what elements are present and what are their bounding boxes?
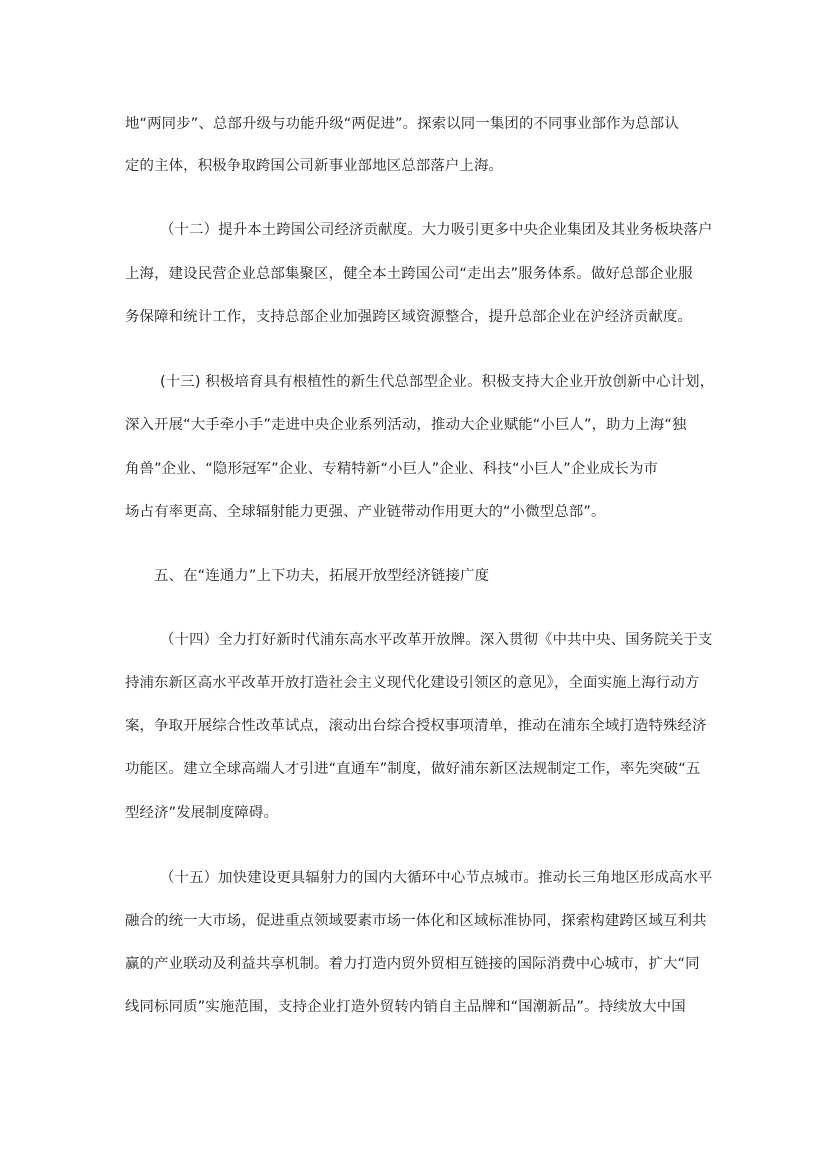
text-line: 定的主体，积极争取跨国公司新事业部地区总部落户上海。 (125, 158, 504, 174)
text-line: 持浦东新区高水平改革开放打造社会主义现代化建设引领区的意见》，全面实施上海行动方 (125, 675, 700, 691)
text-line: （十四）全力打好新时代浦东高水平改革开放牌。深入贯彻《中共中央、国务院关于支 (160, 632, 713, 648)
text-line: 务保障和统计工作，支持总部企业加强跨区域资源整合，提升总部企业在沪经济贡献度。 (125, 309, 693, 325)
text-line: (十三) 积极培育具有根植性的新生代总部型企业。积极支持大企业开放创新中心计划， (160, 374, 715, 390)
text-line: 地“两同步”、总部升级与功能升级“两促进”。探索以同一集团的不同事业部作为总部认 (125, 116, 679, 132)
text-line: （十五）加快建设更具辐射力的国内大循环中心节点城市。推动长三角地区形成高水平 (160, 870, 713, 886)
text-line: 深入开展“大手牵小手”走进中央企业系列活动，推动大企业赋能“小巨人”，助力上海“独 (125, 417, 687, 433)
text-line: 线同标同质”实施范围，支持企业打造外贸转内销自主品牌和“国潮新品”。持续放大中国 (125, 999, 686, 1015)
text-line: （十二）提升本土跨国公司经济贡献度。大力吸引更多中央企业集团及其业务板块落户 (160, 222, 713, 238)
section-heading: 五、在“连通力”上下功夫，拓展开放型经济链接广度 (154, 568, 490, 584)
text-line: 融合的统一大市场，促进重点领域要素市场一体化和区域标准协同，探索构建跨区域互利共 (125, 913, 707, 929)
text-line: 功能区。建立全球高端人才引进“直通车”制度，做好浦东新区法规制定工作，率先突破“五 (125, 761, 701, 777)
text-line: 赢的产业联动及利益共享机制。着力打造内贸外贸相互链接的国际消费中心城市，扩大“同 (125, 956, 700, 972)
text-line: 上海，建设民营企业总部集聚区，健全本土跨国公司“走出去”服务体系。做好总部企业服 (125, 266, 693, 282)
text-line: 角兽”企业、“隐形冠军”企业、专精特新“小巨人”企业、科技“小巨人”企业成长为市 (125, 461, 659, 477)
text-line: 案，争取开展综合性改革试点，滚动出台综合授权事项清单，推动在浦东全域打造特殊经济 (125, 718, 707, 734)
text-line: 型经济”发展制度障碍。 (125, 805, 279, 821)
text-line: 场占有率更高、全球辐射能力更强、产业链带动作用更大的“小微型总部”。 (125, 504, 606, 520)
